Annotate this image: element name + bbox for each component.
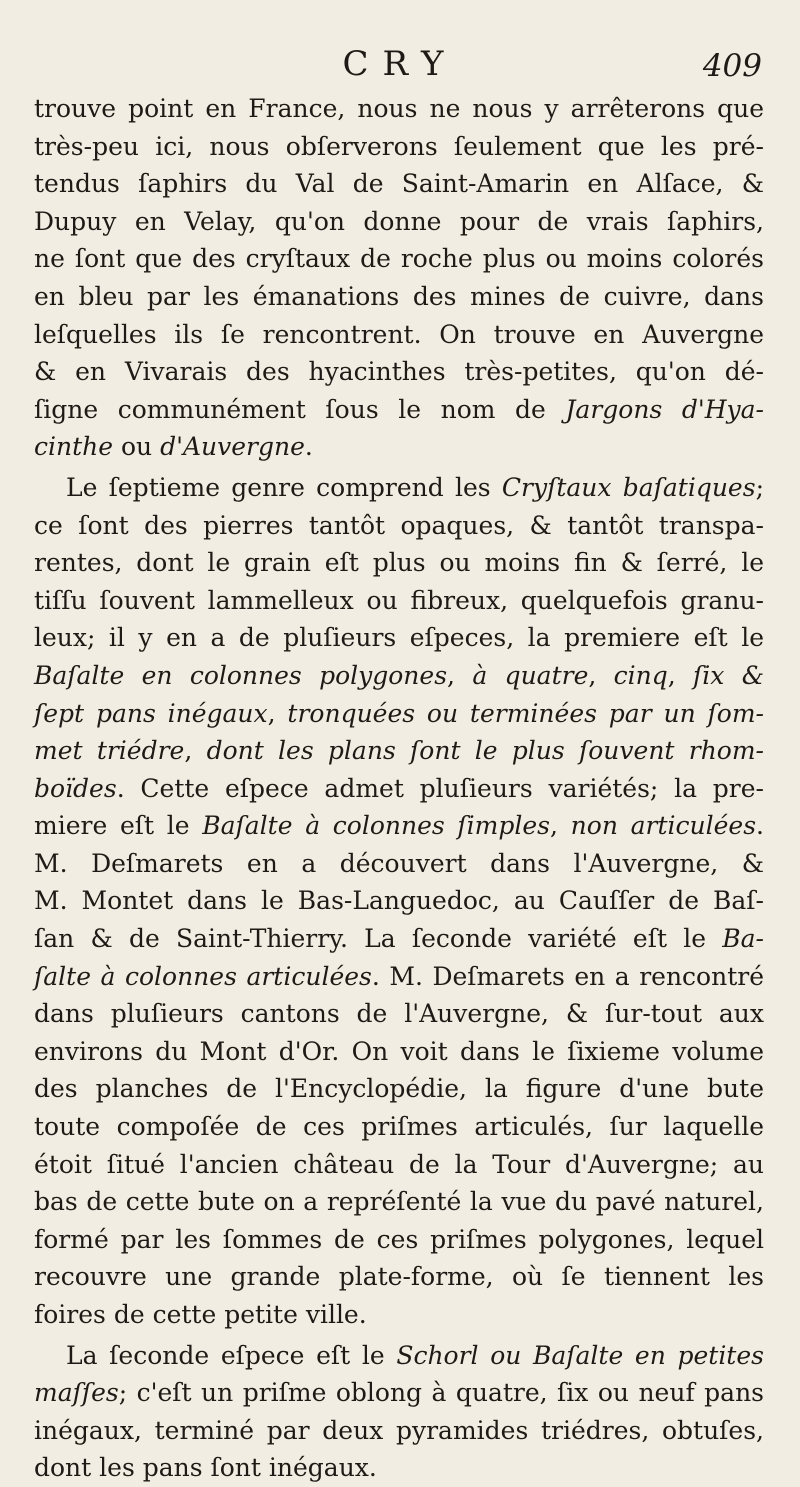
text-line bbox=[34, 770, 764, 808]
italic-text: dont les plans ſont le plus ſouvent rhom- bbox=[206, 736, 764, 766]
text-line bbox=[34, 1070, 764, 1108]
roman-text: trouve point en France, nous ne nous y arrêterons que bbox=[34, 94, 764, 123]
text-line bbox=[34, 469, 764, 507]
italic-text: cinq bbox=[613, 660, 668, 690]
running-head-word: CRY bbox=[342, 44, 458, 84]
italic-text: d'Auvergne bbox=[160, 432, 305, 462]
text-line bbox=[34, 165, 764, 203]
italic-text: Cryſtaux baſatiques bbox=[501, 472, 756, 502]
text-line bbox=[34, 732, 764, 770]
roman-text: . bbox=[304, 432, 313, 462]
text-line bbox=[34, 1337, 764, 1375]
italic-text: Jargons d'Hya- bbox=[565, 394, 764, 424]
text-line bbox=[34, 1033, 764, 1071]
roman-text: étoit ſitué l'ancien château de la Tour d'Auvergne; au bbox=[34, 1149, 764, 1179]
roman-text: Dupuy en Velay, qu'on donne pour de vrais ſaphirs, bbox=[34, 206, 764, 236]
text-line bbox=[34, 807, 764, 845]
text-line bbox=[34, 619, 764, 657]
roman-text: , bbox=[667, 660, 694, 690]
roman-text: environs du Mont d'Or. On voit dans le ſixieme volume bbox=[34, 1036, 764, 1066]
text-line bbox=[34, 1449, 764, 1487]
italic-text: ſalte à colonnes articulées bbox=[34, 961, 372, 991]
roman-text: dont les pans ſont inégaux. bbox=[34, 1453, 377, 1483]
roman-text: ou bbox=[113, 432, 161, 462]
text-line bbox=[34, 203, 764, 241]
roman-text: La ſeconde eſpece eſt le bbox=[66, 1340, 397, 1370]
roman-text: leſquelles ils ſe rencontrent. On trouve en Auvergne bbox=[34, 319, 764, 349]
text-line bbox=[34, 995, 764, 1033]
italic-text: ſix & bbox=[693, 660, 764, 690]
italic-text: ſept pans inégaux bbox=[34, 698, 268, 728]
text-line bbox=[34, 1108, 764, 1146]
roman-text: formé par les ſommes de ces priſmes polygones, lequel bbox=[34, 1224, 764, 1254]
roman-text: M. Montet dans le Bas-Languedoc, au Cauſſer de Baſ- bbox=[34, 886, 764, 916]
roman-text: , bbox=[447, 660, 473, 690]
text-line bbox=[34, 582, 764, 620]
text-line bbox=[34, 90, 764, 128]
italic-text: à quatre bbox=[472, 660, 589, 690]
text-line bbox=[34, 845, 764, 883]
roman-text: foires de cette petite ville. bbox=[34, 1300, 367, 1329]
text-line bbox=[34, 1221, 764, 1259]
roman-text: , bbox=[588, 660, 614, 690]
roman-text: , bbox=[267, 698, 288, 728]
italic-text: Schorl ou Baſalte en petites bbox=[396, 1340, 764, 1370]
text-line bbox=[34, 657, 764, 695]
roman-text: ce ſont des pierres tantôt opaques, & tantôt transpa- bbox=[34, 510, 764, 540]
roman-text: tiſſu ſouvent lammelleux ou fibreux, quelquefois granu- bbox=[34, 585, 764, 615]
roman-text: ne ſont que des cryſtaux de roche plus ou moins colorés bbox=[34, 244, 764, 274]
text-line bbox=[34, 1412, 764, 1450]
text-line bbox=[34, 1183, 764, 1221]
text-line bbox=[34, 920, 764, 958]
roman-text: bas de cette bute on a repréſenté la vue du pavé naturel, bbox=[34, 1187, 764, 1217]
roman-text: . Cette eſpece admet pluſieurs variétés; la pre- bbox=[116, 773, 764, 803]
text-line bbox=[34, 316, 764, 354]
italic-text: Baſalte à colonnes ſimples bbox=[202, 811, 551, 841]
text-line bbox=[34, 1146, 764, 1184]
italic-text: non articulées bbox=[570, 811, 757, 841]
text-line bbox=[34, 1296, 764, 1334]
text-line bbox=[34, 391, 764, 429]
italic-text: maſſes bbox=[34, 1378, 119, 1408]
text-line bbox=[34, 128, 764, 166]
text-line bbox=[34, 278, 764, 316]
italic-text: cinthe bbox=[34, 432, 114, 462]
roman-text: & en Vivarais des hyacinthes très-petites, qu'on dé- bbox=[34, 357, 764, 387]
text-line bbox=[34, 507, 764, 545]
roman-text: ; c'eſt un priſme oblong à quatre, ſix ou neuf pans bbox=[118, 1378, 764, 1408]
italic-text: Baſalte en colonnes polygones bbox=[34, 660, 448, 690]
roman-text: inégaux, terminé par deux pyramides triédres, obtuſes, bbox=[34, 1415, 764, 1445]
text-line bbox=[34, 1258, 764, 1296]
text-line bbox=[34, 1374, 764, 1412]
roman-text: très-peu ici, nous obſerverons ſeulement que les pré- bbox=[34, 131, 764, 161]
roman-text: miere eſt le bbox=[34, 811, 203, 841]
roman-text: leux; il y en a de pluſieurs eſpeces, la premiere eſt le bbox=[34, 623, 764, 653]
roman-text: ſan & de Saint-Thierry. La ſeconde variété eſt le bbox=[34, 924, 723, 954]
roman-text: rentes, dont le grain eſt plus ou moins fin & ſerré, le bbox=[34, 548, 764, 578]
running-head bbox=[0, 44, 800, 88]
text-line bbox=[34, 544, 764, 582]
italic-text: Ba- bbox=[722, 924, 764, 954]
roman-text: dans pluſieurs cantons de l'Auvergne, & ſur-tout aux bbox=[34, 999, 764, 1029]
roman-text: ſigne communément ſous le nom de bbox=[34, 394, 566, 424]
roman-text: , bbox=[550, 811, 571, 841]
roman-text: . M. Deſmarets en a rencontré bbox=[371, 961, 764, 991]
roman-text: . bbox=[756, 811, 764, 841]
text-line bbox=[34, 958, 764, 996]
italic-text: tronquées ou terminées par un ſom- bbox=[287, 698, 764, 728]
roman-text: en bleu par les émanations des mines de cuivre, dans bbox=[34, 281, 764, 311]
text-line bbox=[34, 240, 764, 278]
roman-text: toute compoſée de ces priſmes articulés, ſur laquelle bbox=[34, 1112, 764, 1142]
roman-text: ; bbox=[755, 472, 764, 502]
page-number: 409 bbox=[702, 48, 762, 84]
roman-text: recouvre une grande plate-forme, où ſe tiennent les bbox=[34, 1262, 764, 1292]
body-text bbox=[34, 90, 764, 1487]
italic-text: boïdes bbox=[34, 773, 117, 803]
roman-text: , bbox=[184, 736, 207, 766]
text-line bbox=[34, 428, 764, 466]
text-line bbox=[34, 882, 764, 920]
roman-text: des planches de l'Encyclopédie, la figure d'une bute bbox=[34, 1074, 764, 1104]
roman-text: Le ſeptieme genre comprend les bbox=[66, 472, 502, 502]
italic-text: met triédre bbox=[34, 736, 185, 766]
text-line bbox=[34, 695, 764, 733]
text-line bbox=[34, 353, 764, 391]
roman-text: M. Deſmarets en a découvert dans l'Auvergne, & bbox=[34, 848, 764, 878]
roman-text: tendus ſaphirs du Val de Saint-Amarin en Alſace, & bbox=[34, 169, 764, 199]
